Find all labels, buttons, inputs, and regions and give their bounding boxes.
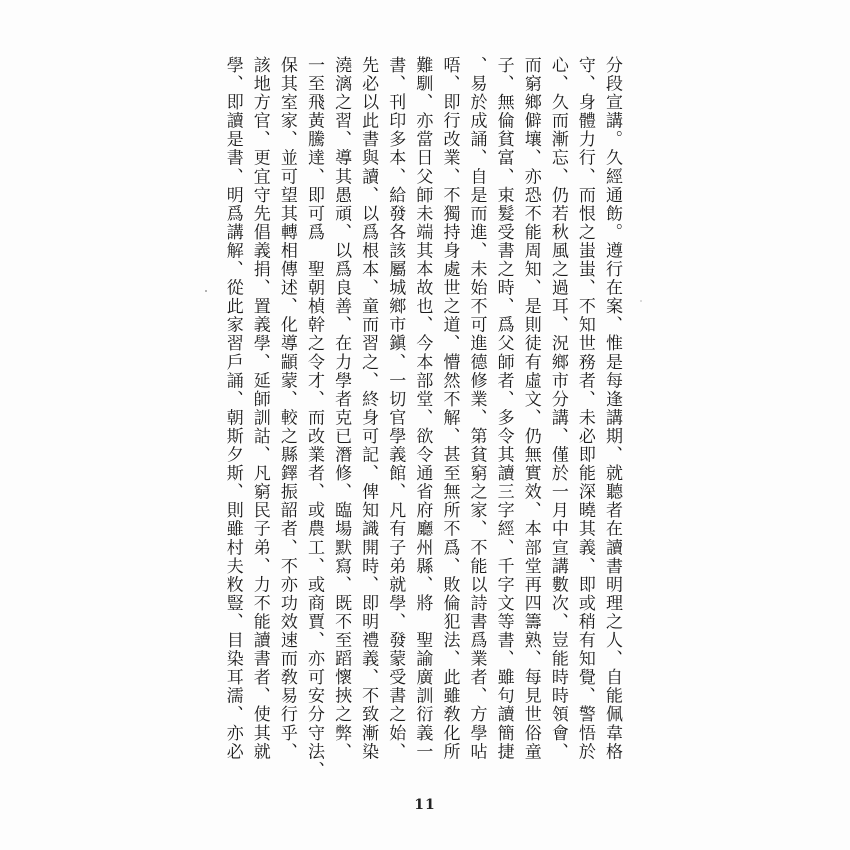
text-column-13: 保其室家、並可望其轉相傳述、化導顓蒙、較之縣鐸振韶者、不亦功效速而敎易行乎、 bbox=[276, 56, 297, 761]
text-column-2: 守、身體力行、而恨之蚩蚩、不知世務者、未必即能深曉其義、即或稍有知覺、警悟於 bbox=[574, 56, 595, 761]
text-column-10: 先必以此書與讀、以爲根本、童而習之、終身可記、俾知識開時、即明禮義、不致漸染 bbox=[358, 56, 379, 761]
text-column-12: 一至飛黃騰達、即可爲 聖朝楨幹之令才、而改業者、或農工、或商賈、亦可安分守法、 bbox=[303, 56, 324, 780]
text-column-5: 子、無倫貧富、束髮受書之時、爲父師者、多令其讀三字經、千字文等書、雖句讀簡捷 bbox=[493, 56, 514, 761]
text-column-9: 書、刊印多本、給發各該屬城鄉市鎭、一切官學義館、凡有子弟就學、發蒙受書之始、 bbox=[385, 56, 406, 761]
text-column-11: 澆漓之習、導其愚頑、以爲良善、在力學者克已潛修、臨場默寫、既不至蹈懷挾之弊、 bbox=[331, 56, 352, 761]
text-column-4: 而窮鄉僻壤、亦恐不能周知、是則徒有虛文、仍無實效、本部堂再四籌熟、每見世俗童 bbox=[520, 56, 541, 761]
text-column-3: 心、久而漸忘、仍若秋風之過耳、況鄉市分講、僅於一月中宣講數次、豈能時時領會、 bbox=[547, 56, 568, 761]
page-number: 11 bbox=[414, 797, 436, 813]
text-column-14: 該地方官、更宜守先倡義捐、置義學、延師訓詁、凡窮民子弟、力不能讀書者、使其就 bbox=[249, 56, 270, 761]
scan-speck bbox=[205, 290, 207, 292]
vertical-text-body bbox=[219, 56, 625, 780]
text-column-8: 難馴、亦當日父師未端其本故也、今本部堂、欲令通省府廳州縣、將 聖諭廣訓衍義一 bbox=[412, 56, 433, 761]
text-column-15: 學、即讀是書、明爲講解、從此家習戶誦、朝斯夕斯、則雖村夫敉豎、目染耳濡、亦必 bbox=[222, 56, 243, 761]
text-column-1: 分段宣講。久經通飭。遵行在案、惟是每逢講期、就聽者在讀書明理之人、自能佩韋格 bbox=[602, 56, 622, 761]
scan-speck bbox=[640, 300, 642, 302]
text-column-7: 唔、即行改業、不獨持身處世之道、懵然不解、甚至無所不爲、敗倫犯法、此雖敎化所 bbox=[439, 56, 460, 761]
text-column-6: 、易於成誦、自是而進、未始不可進德修業、第貧窮之家、不能以詩書爲業者、方學呫 bbox=[466, 56, 487, 761]
